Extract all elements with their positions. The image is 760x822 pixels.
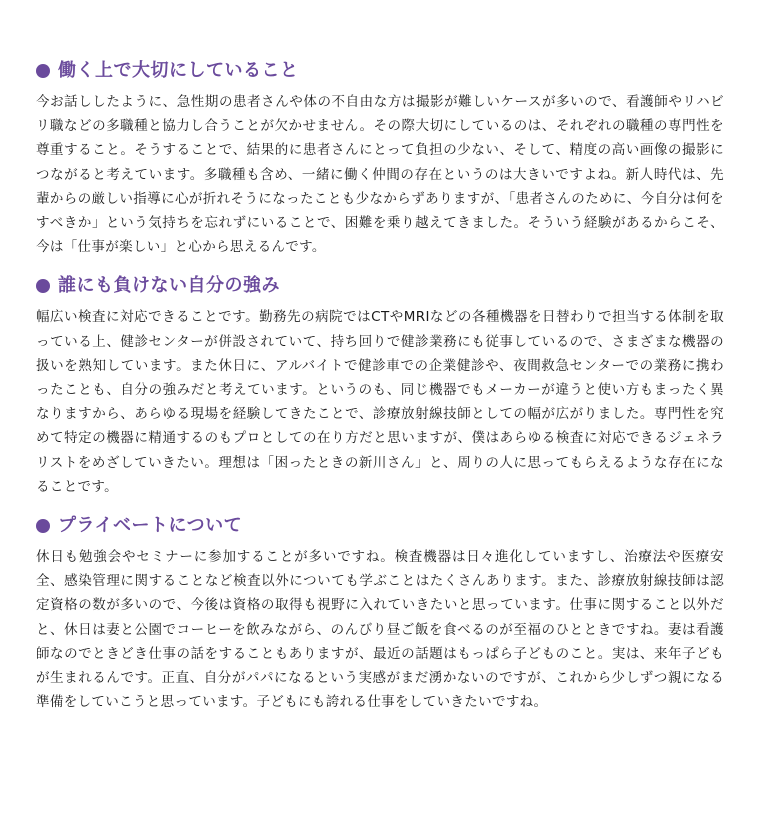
section-body: 休日も勉強会やセミナーに参加することが多いですね。検査機器は日々進化していますし、治療法や医療安全、感染管理に関することなど検査以外についても学ぶことはたくさんあります。また、診療放射線技師は認定資格の数が多いので、今後は資格の取得も視野に入れていきたいと思っています。仕事に関すること以外だと、休日は妻と公園でコーヒーを飲みながら、のんびり昼ご飯を食べるのが至福のひとときですね。妻は看護師なのでときどき仕事の話をすることもありますが、最近の話題はもっぱら子どものこと。実は、来年子どもが生まれるんです。正直、自分がパパになるという実感がまだ湧かないのですが、これから少しずつ親になる準備をしていこうと思っています。子どもにも誇れる仕事をしていきたいですね。 xyxy=(36,549,724,711)
bullet-icon xyxy=(36,279,50,293)
bullet-icon xyxy=(36,519,50,533)
section-heading xyxy=(36,271,724,301)
section-strengths xyxy=(36,271,724,499)
section-heading-text: プライベートについて xyxy=(58,515,243,537)
section-heading xyxy=(36,56,724,86)
section-heading-text: 働く上で大切にしていること xyxy=(58,60,299,81)
section-body: 幅広い検査に対応できることです。勤務先の病院ではCTやMRIなどの各種機器を日替わりで担当する体制を取っている上、健診センターが併設されていて、持ち回りで健診業務にも従事しているので、さまざまな機器の扱いを熟知しています。また休日に、アルバイトで健診車での企業健診や、夜間救急センターでの業務に携わったことも、自分の強みだと考えています。というのも、同じ機器でもメーカーが違うと使い方もまったく異なりますから、あらゆる現場を経験してきたことで、診療放射線技師としての幅が広がりました。専門性を究めて特定の機器に精通するのもプロとしての在り方だと思いますが、僕はあらゆる検査に対応できるジェネラリストをめざしていきたい。理想は「困ったときの新川さん」と、周りの人に思ってもらえるような存在になることです。 xyxy=(36,309,724,495)
bullet-icon xyxy=(36,64,50,78)
section-body: 今お話ししたように、急性期の患者さんや体の不自由な方は撮影が難しいケースが多いので、看護師やリハビリ職などの多職種と協力し合うことが欠かせません。その際大切にしているのは、それぞれの職種の専門性を尊重すること。そうすることで、結果的に患者さんにとって負担の少ない、そして、精度の高い画像の撮影につながると考えています。多職種も含め、一緒に働く仲間の存在というのは大きいですよね。新人時代は、先輩からの厳しい指導に心が折れそうになったことも少なからずありますが、「患者さんのために、今自分は何をすべきか」という気持ちを忘れずにいることで、困難を乗り越えてきました。そういう経験があるからこそ、今は「仕事が楽しい」と心から思えるんです。 xyxy=(36,94,724,256)
section-heading xyxy=(36,511,724,541)
section-private-life xyxy=(36,511,724,714)
section-values-at-work xyxy=(36,56,724,259)
section-heading-text: 誰にも負けない自分の強み xyxy=(58,275,280,297)
